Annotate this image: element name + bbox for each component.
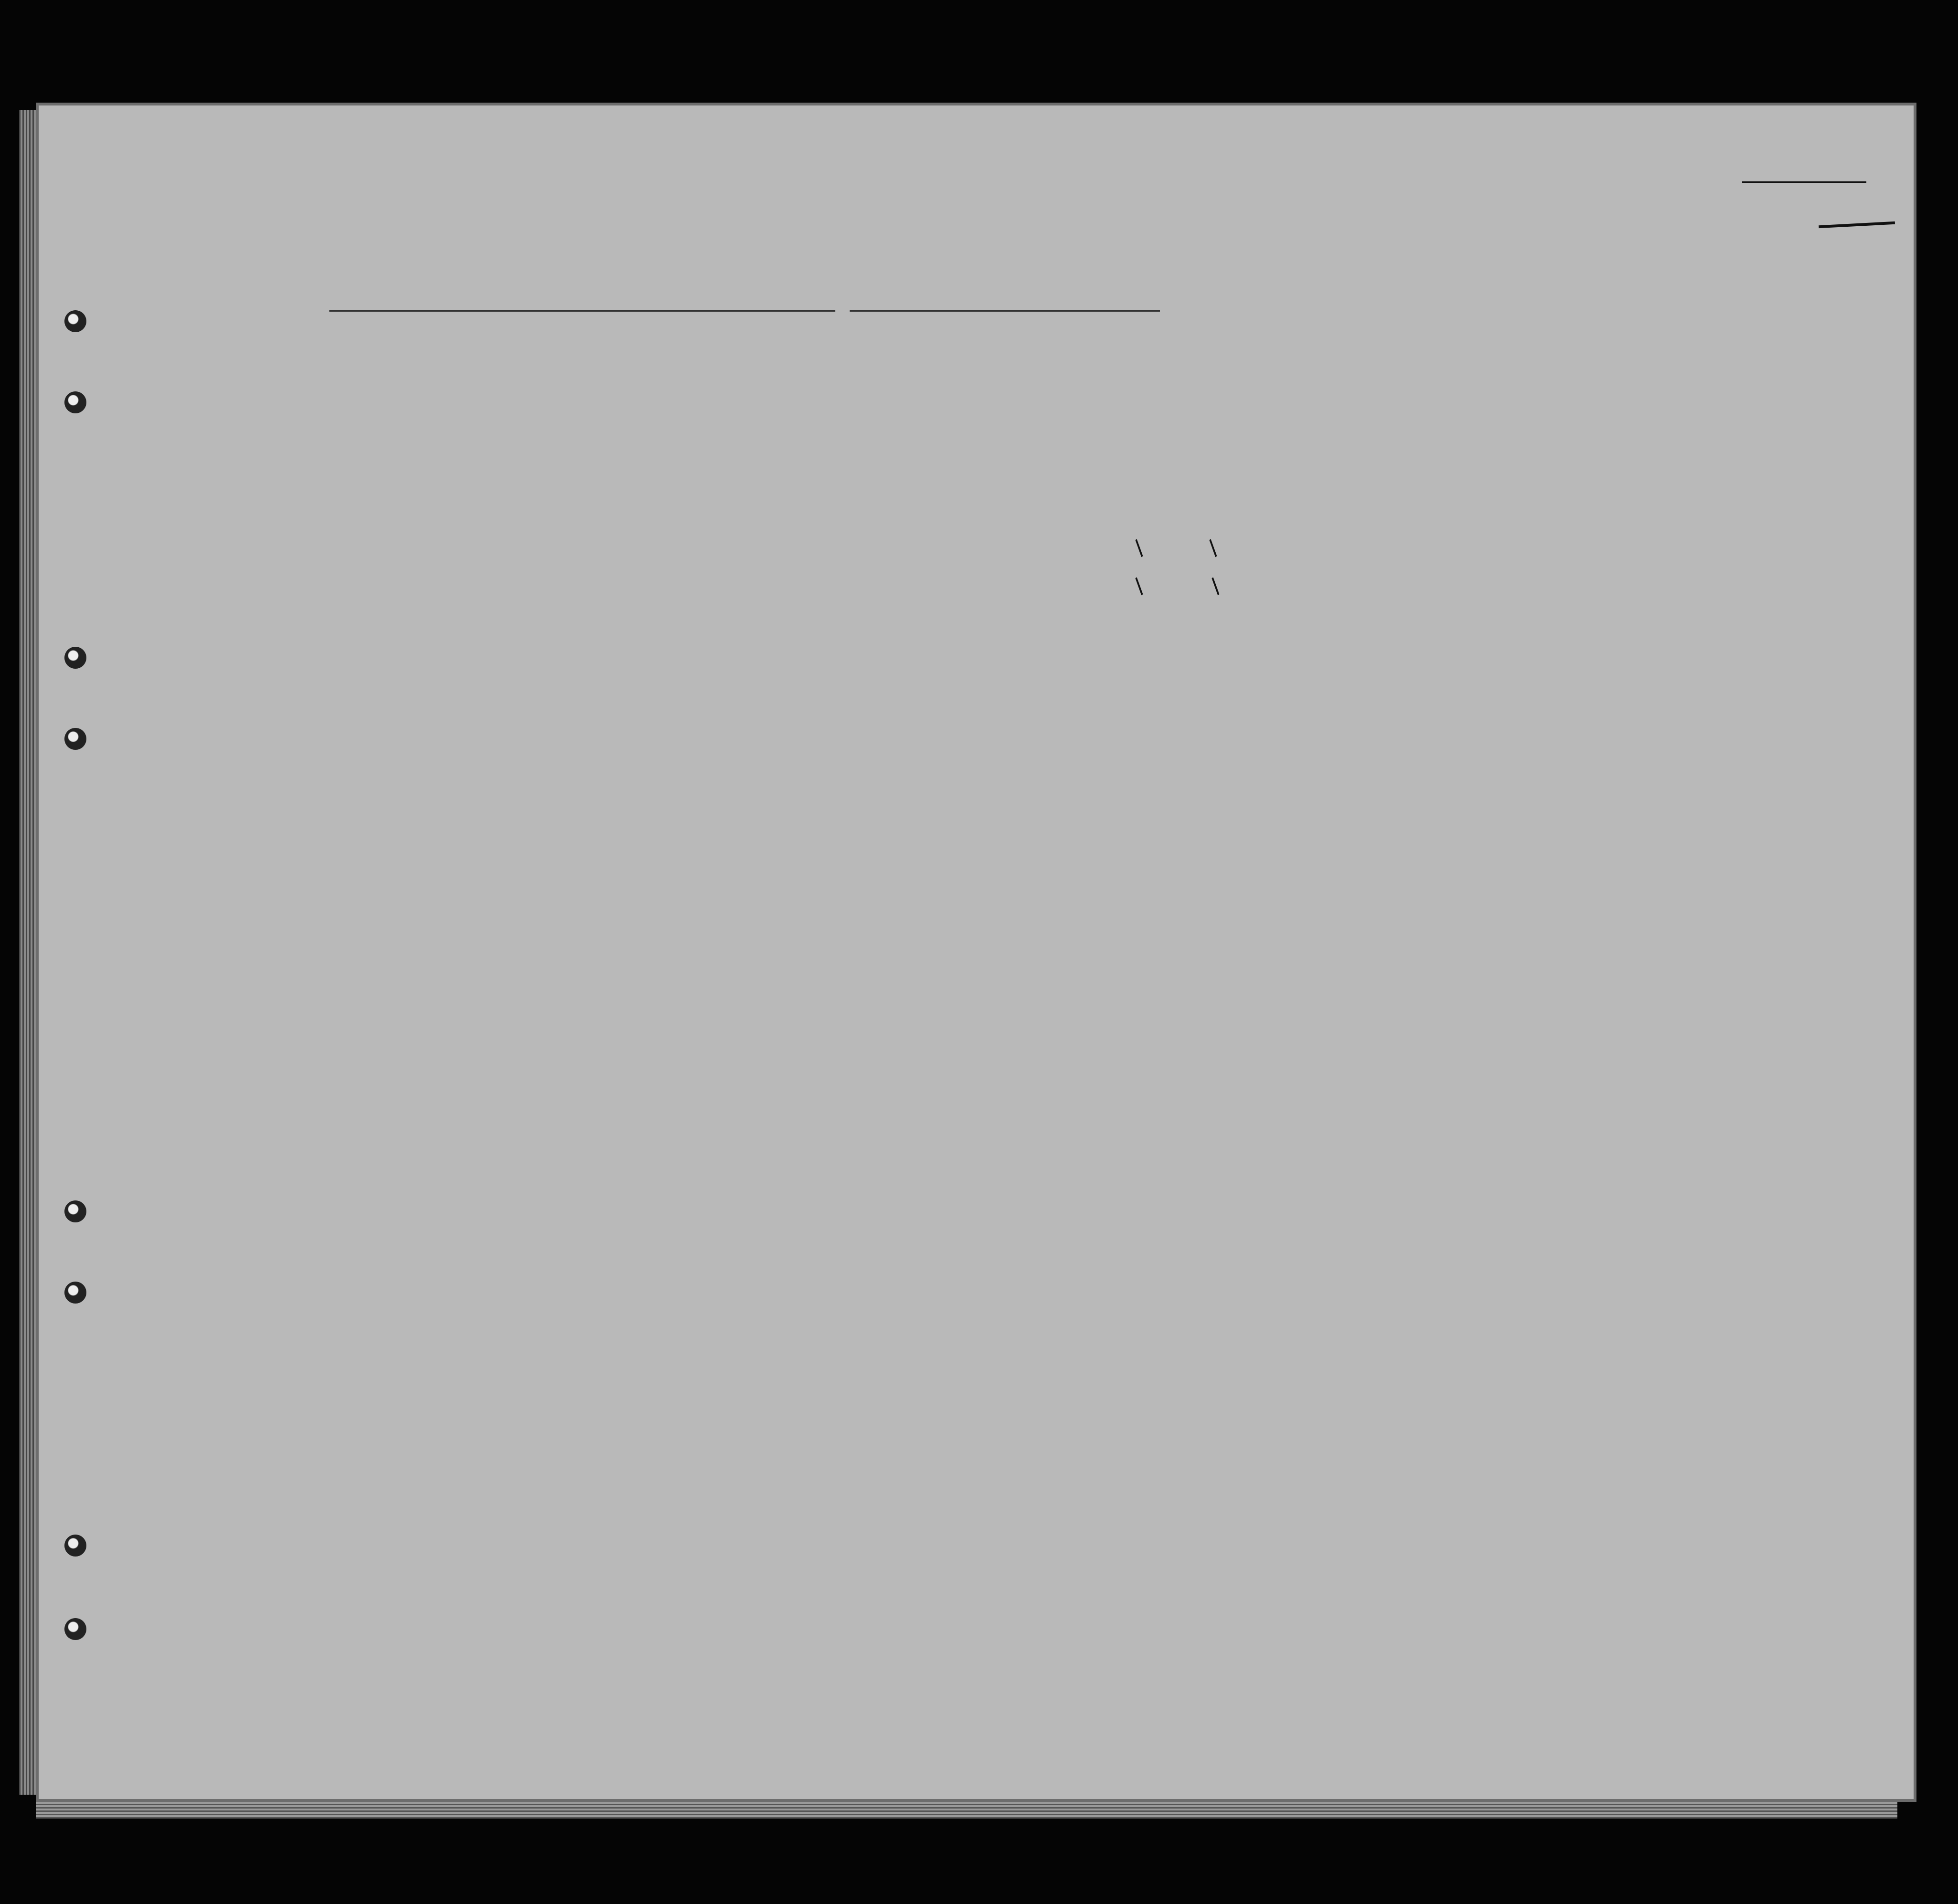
header-excluded (1437, 375, 1456, 496)
check-mark: / (1129, 574, 1150, 600)
header-advocates (1344, 375, 1396, 496)
header-offer (1401, 375, 1432, 496)
header-anarchist (1320, 375, 1337, 496)
check-mark: / (1205, 574, 1226, 600)
header-inches (1625, 458, 1644, 496)
check-mark: / (1129, 536, 1150, 561)
header-purpose-citizen (1210, 403, 1239, 496)
header-prison (1251, 375, 1284, 496)
header-polygamist (1294, 375, 1310, 496)
check-mark: / (1203, 536, 1224, 561)
header-purpose-return (1138, 403, 1167, 496)
header-feet (1600, 458, 1619, 496)
header-ticket (556, 372, 585, 496)
header-arrested (1464, 375, 1484, 496)
header-purpose-length (1173, 403, 1202, 496)
header-fifty-dollars (683, 372, 709, 496)
